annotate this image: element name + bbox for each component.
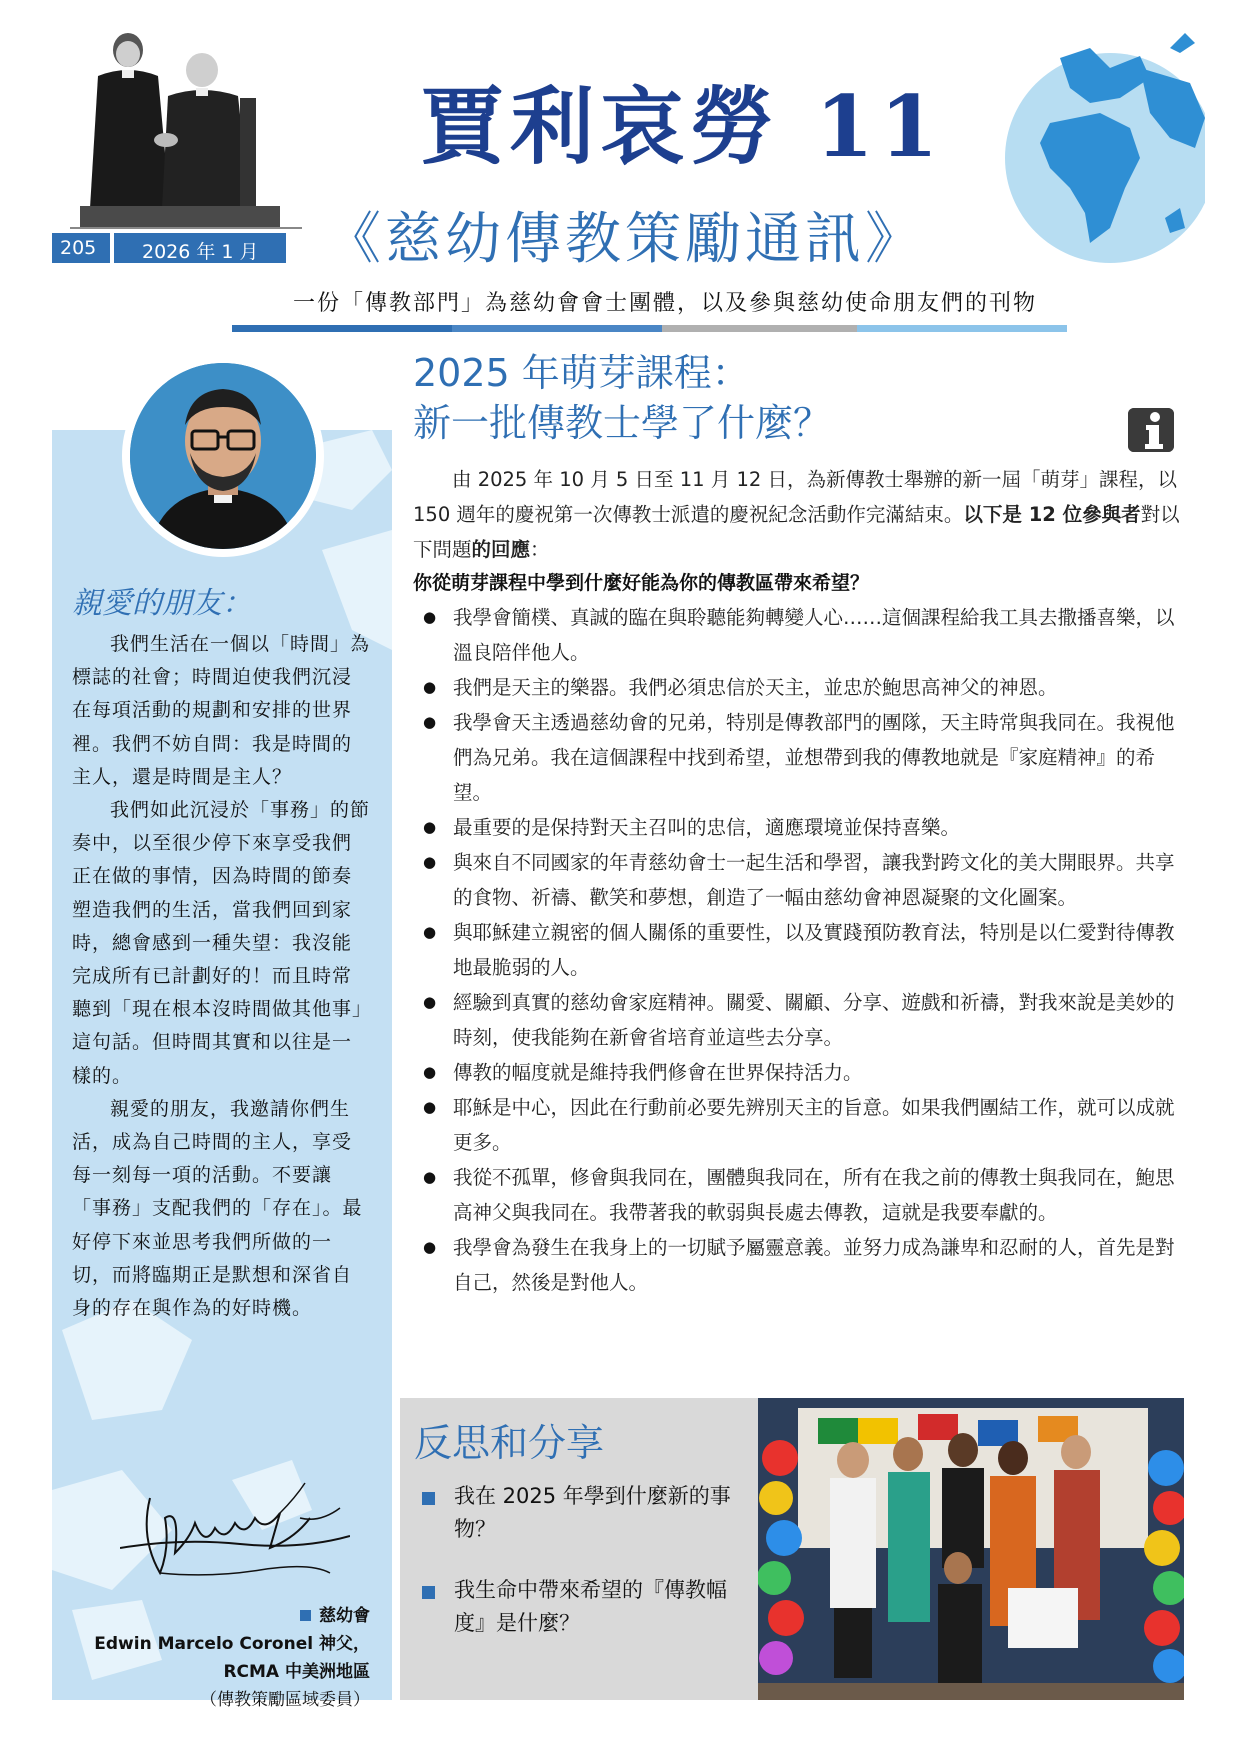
intro-end-text: ： [530, 538, 550, 561]
intro-mid-text: 對以下問題 [413, 503, 1180, 561]
letter-body [72, 628, 370, 1325]
newsletter-subtitle: 《慈幼傳教策勵通訊》 [325, 207, 925, 272]
article-title-line1: 2025 年萌芽課程： [413, 351, 750, 395]
response-item: ● 我學會簡樸、真誠的臨在與聆聽能夠轉變人心……這個課程給我工具去撒播喜樂，以溫良陪伴他人。 [413, 600, 1183, 670]
header-rule-grey [662, 325, 857, 332]
signature-org: 慈幼會 [319, 1606, 370, 1626]
priest-portrait-image [130, 363, 316, 549]
signature-org-line [60, 1602, 370, 1630]
intro-bold-text-2: 的回應 [471, 538, 531, 561]
letter-greeting: 親愛的朋友： [72, 586, 252, 621]
header-rule-mid [452, 325, 662, 332]
response-item: ● 我從不孤單，修會與我同在，團體與我同在，所有在我之前的傳教士與我同在，鮑思高神父與我同在。我帶著我的軟弱與長處去傳教，這就是我要奉獻的。 [413, 1160, 1183, 1230]
handwritten-signature [120, 1478, 350, 1588]
globe-map [990, 28, 1205, 268]
article-question: 你從萌芽課程中學到什麼好能為你的傳教區帶來希望？ [413, 572, 870, 594]
header-rule-light [857, 325, 1067, 332]
signature-block [60, 1602, 370, 1714]
letter-paragraph: 我們如此沉浸於「事務」的節奏中，以至很少停下來享受我們正在做的事情，因為時間的節奏塑造我們的生活，當我們回到家時，總會感到一種失望：我沒能完成所有已計劃好的！而且時常聽到「現在根本沒時間做其他事」這句話。但時間其實和以往是一樣的。 [72, 799, 371, 1087]
response-item: ● 我學會天主透過慈幼會的兄弟，特別是傳教部門的團隊，天主時常與我同在。我視他們為兄弟。我在這個課程中找到希望，並想帶到我的傳教地就是『家庭精神』的希望。 [413, 705, 1183, 810]
intro-paragraph [413, 462, 1183, 567]
group-photo [758, 1398, 1184, 1700]
issue-date: 2026 年 1 月 [142, 241, 259, 263]
article-intro [413, 462, 1183, 567]
response-item: ● 最重要的是保持對天主召叫的忠信，適應環境並保持喜樂。 [413, 810, 1183, 845]
signature-role: （傳教策勵區域委員） [200, 1690, 370, 1710]
tagline: 一份「傳教部門」為慈幼會會士團體，以及參與慈幼使命朋友們的刊物 [292, 291, 1037, 316]
response-item: ● 傳教的幅度就是維持我們修會在世界保持活力。 [413, 1055, 1183, 1090]
info-icon [1128, 408, 1174, 452]
issue-number: 205 [60, 237, 97, 259]
priest-portrait [122, 355, 324, 557]
issue-bar [52, 233, 286, 263]
intro-bold-text: 以下是 12 位參與者 [963, 503, 1141, 526]
response-item: ● 我學會為發生在我身上的一切賦予屬靈意義。並努力成為謙卑和忍耐的人，首先是對自己，然後是對他人。 [413, 1230, 1183, 1300]
issue-separator [110, 233, 114, 263]
reflection-title: 反思和分享 [414, 1421, 605, 1465]
article-title [413, 348, 831, 448]
response-list [413, 600, 1183, 1300]
founders-photo [70, 28, 302, 233]
signature-region: RCMA 中美洲地區 [223, 1662, 370, 1682]
response-item: ● 與耶穌建立親密的個人關係的重要性，以及實踐預防教育法，特別是以仁愛對待傳教地最脆弱的人。 [413, 915, 1183, 985]
square-bullet-icon [300, 1610, 311, 1621]
signature-name: Edwin Marcelo Coronel 神父， [94, 1634, 370, 1654]
newsletter-title: 賈利哀勞 11 [420, 77, 945, 176]
letter-paragraph: 親愛的朋友，我邀請你們生活，成為自己時間的主人，享受每一刻每一項的活動。不要讓「事務」支配我們的「存在」。最好停下來並思考我們所做的一切，而將臨期正是默想和深省自身的存在與作為的好時機。 [72, 1097, 363, 1320]
response-item: ● 我們是天主的樂器。我們必須忠信於天主，並忠於鮑思高神父的神恩。 [413, 670, 1183, 705]
reflection-item: 我生命中帶來希望的『傳教幅度』是什麼？ [420, 1574, 750, 1640]
letter-paragraph: 我們生活在一個以「時間」為標誌的社會；時間迫使我們沉浸在每項活動的規劃和安排的世界裡。我們不妨自問：我是時間的主人，還是時間是主人？ [72, 633, 371, 788]
reflection-box [400, 1398, 758, 1700]
response-item: ● 與來自不同國家的年青慈幼會士一起生活和學習，讓我對跨文化的美大開眼界。共享的食物、祈禱、歡笑和夢想，創造了一幅由慈幼會神恩凝聚的文化圖案。 [413, 845, 1183, 915]
response-item: ● 耶穌是中心，因此在行動前必要先辨別天主的旨意。如果我們團結工作，就可以成就更多。 [413, 1090, 1183, 1160]
article-title-line2: 新一批傳教士學了什麼？ [413, 401, 832, 445]
reflection-list [420, 1480, 750, 1668]
intro-text: 由 2025 年 10 月 5 日至 11 月 12 日，為新傳教士舉辦的新一屆「萌芽」課程，以 150 週年的慶祝第一次傳教士派遣的慶祝紀念活動作完滿結束。 [413, 468, 1177, 526]
header-rule-dark [232, 325, 452, 332]
reflection-item: 我在 2025 年學到什麼新的事物？ [420, 1480, 750, 1546]
response-item: ● 經驗到真實的慈幼會家庭精神。關愛、關顧、分享、遊戲和祈禱，對我來說是美妙的時刻，使我能夠在新會省培育並這些去分享。 [413, 985, 1183, 1055]
